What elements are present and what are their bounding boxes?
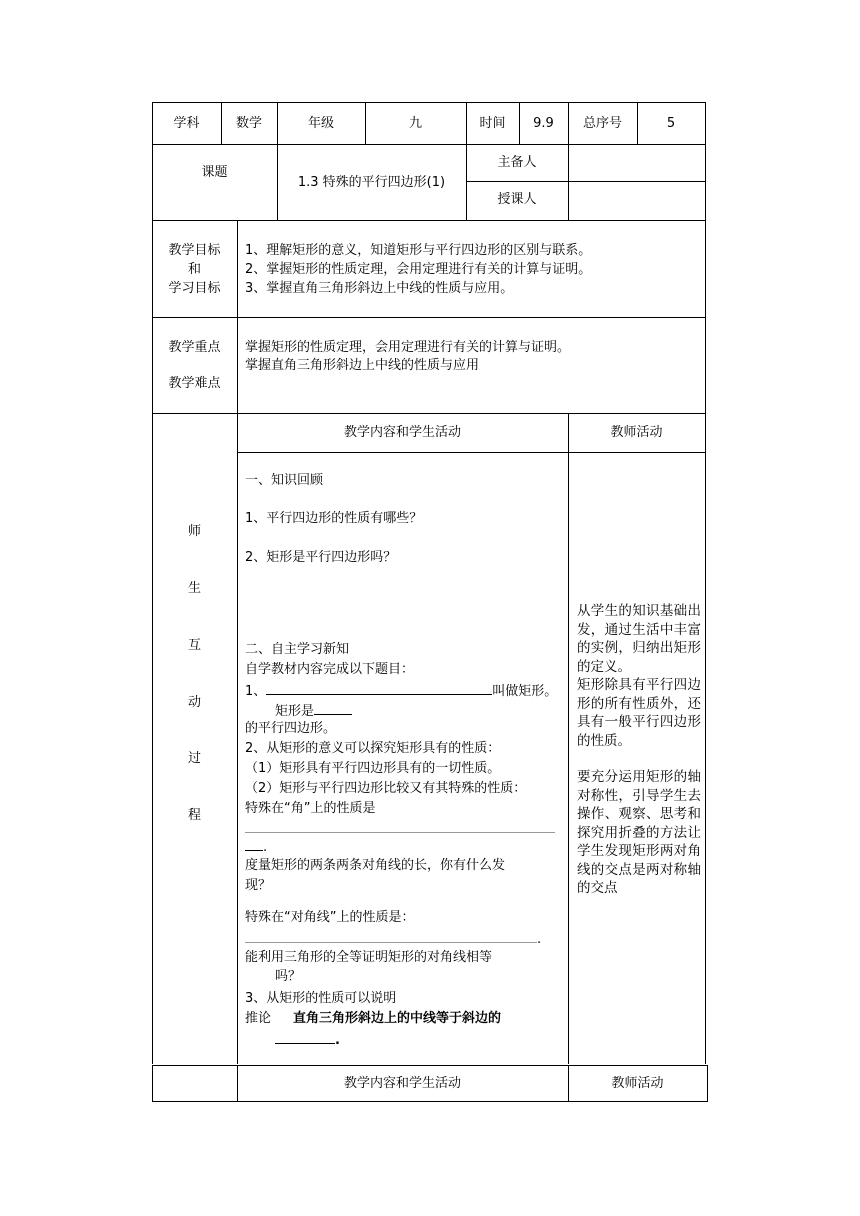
question-2: 2、从矩形的意义可以探究矩形具有的性质： <box>245 741 501 756</box>
review-question-2: 2、矩形是平行四边形吗？ <box>245 550 397 565</box>
side-char: 师 <box>187 524 201 539</box>
diagonal-property: 特殊在“对角线”上的性质是： <box>245 910 415 925</box>
grade-value: 九 <box>408 116 422 131</box>
goals-label-1: 教学目标 <box>168 243 221 258</box>
preparer-label: 主备人 <box>497 155 537 170</box>
next-content-column-header: 教学内容和学生活动 <box>343 1076 461 1091</box>
teacher-note: 矩形除具有平行四边形的所有性质外，还具有一般平行四边形的性质。 <box>577 677 701 749</box>
question-3: 3、从矩形的性质可以说明 <box>245 991 397 1006</box>
lecturer-label: 授课人 <box>497 192 537 207</box>
seq-value: 5 <box>666 116 676 131</box>
goal-item: 2、掌握矩形的性质定理，会用定理进行有关的计算与证明。 <box>245 262 592 277</box>
diagonal-answer: . <box>245 930 541 948</box>
new-knowledge-intro: 自学教材内容完成以下题目： <box>245 662 415 677</box>
answer-blank <box>266 682 492 695</box>
side-char: 程 <box>187 808 201 823</box>
review-title: 一、知识回顾 <box>245 473 324 488</box>
teacher-note: 要充分运用矩形的轴对称性，引导学生去操作、观察、思考和探究用折叠的方法让学生发现矩形两对角线的交点是两对称轴的交点 <box>577 769 701 896</box>
question-2-1: （1）矩形具有平行四边形具有的一切性质。 <box>245 761 501 776</box>
angle-property: 特殊在“角”上的性质是 <box>245 801 376 816</box>
difficulty-label: 教学难点 <box>168 376 221 391</box>
side-char: 互 <box>187 638 201 653</box>
answer-blank <box>245 930 537 943</box>
side-char: 生 <box>187 581 201 596</box>
question-1-line-3: 的平行四边形。 <box>245 721 337 736</box>
answer-blank <box>314 702 352 715</box>
subject-label: 学科 <box>173 116 200 131</box>
measure-question-line-2: 现？ <box>245 878 272 893</box>
goals-label-3: 学习目标 <box>168 281 221 296</box>
time-label: 时间 <box>479 116 506 131</box>
side-char: 动 <box>187 695 201 710</box>
answer-blank <box>275 1031 335 1044</box>
review-question-1: 1、平行四边形的性质有哪些？ <box>245 511 423 526</box>
key-point-line: 掌握矩形的性质定理，会用定理进行有关的计算与证明。 <box>245 340 571 355</box>
answer-blank <box>245 838 263 851</box>
proof-question-line-2: 吗？ <box>275 969 302 984</box>
content-column-header: 教学内容和学生活动 <box>343 425 461 440</box>
time-value: 9.9 <box>533 116 554 131</box>
grade-label: 年级 <box>307 116 334 131</box>
question-1-line-2: 矩形是 <box>275 702 352 720</box>
side-char: 过 <box>187 751 201 766</box>
proof-question-line-1: 能利用三角形的全等证明矩形的对角线相等 <box>245 950 493 965</box>
corollary-blank: . <box>275 1031 340 1049</box>
goals-label-2: 和 <box>187 262 201 277</box>
key-point-line: 掌握直角三角形斜边上中线的性质与应用 <box>245 358 480 373</box>
next-teacher-column-header: 教师活动 <box>611 1076 664 1091</box>
new-knowledge-title: 二、自主学习新知 <box>245 642 350 657</box>
teacher-note: 从学生的知识基础出发，通过生活中丰富的实例，归纳出矩形的定义。 <box>577 603 701 675</box>
focus-label: 教学重点 <box>168 340 221 355</box>
measure-question-line-1: 度量矩形的两条两条对角线的长，你有什么发 <box>245 858 506 873</box>
question-1: 1、 叫做矩形。 <box>245 684 558 699</box>
subject-value: 数学 <box>235 116 262 131</box>
goal-item: 3、掌握直角三角形斜边上中线的性质与应用。 <box>245 281 514 296</box>
seq-label: 总序号 <box>582 116 622 131</box>
teacher-column-header: 教师活动 <box>610 425 663 440</box>
answer-line <box>245 832 555 833</box>
answer-line-end: . <box>245 838 267 856</box>
question-2-2: （2）矩形与平行四边形比较又有其特殊的性质： <box>245 781 527 796</box>
goal-item: 1、理解矩形的意义，知道矩形与平行四边形的区别与联系。 <box>245 243 592 258</box>
corollary: 推论 直角三角形斜边上的中线等于斜边的 <box>245 1011 502 1026</box>
topic-value: 1.3 特殊的平行四边形(1) <box>297 175 446 190</box>
topic-label: 课题 <box>201 165 228 180</box>
